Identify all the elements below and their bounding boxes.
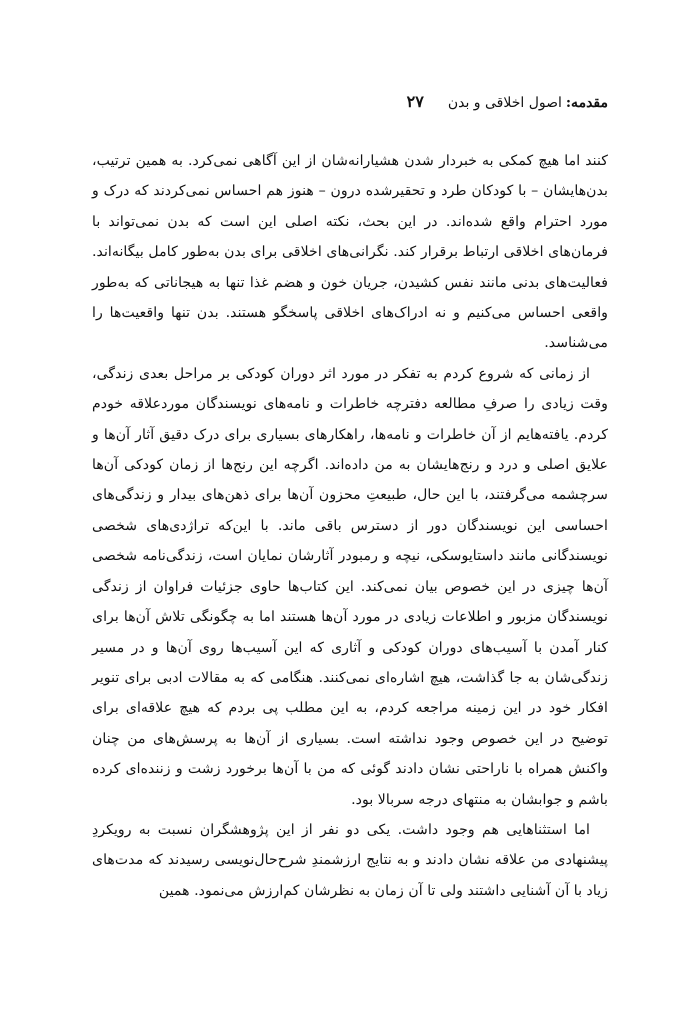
running-header — [92, 92, 608, 116]
body-text — [92, 146, 608, 906]
chapter-title: اصول اخلاقی و بدن — [447, 95, 562, 111]
running-header-title — [448, 95, 608, 111]
paragraph: اما استثناهایی هم وجود داشت. یکی دو نفر از این پژوهشگران نسبت به رویکردِ پیشنهادی من علاقه نشان دادند و به نتایج ارزشمندِ شرح‌حال‌نویسی رسیدند که مدت‌های زیاد با آن آشنایی داشتند ولی تا آن زمان به نظرشان کم‌ارزش می‌نمود. همین — [92, 821, 608, 899]
paragraph: از زمانی که شروع کردم به تفکر در مورد اثر دوران کودکی بر مراحل بعدی زندگی، وقت زیادی را صرفِ مطالعه دفترچه خاطرات و نامه‌های نویسندگان موردعلاقه خودم کردم. یافته‌هایم از آن خاطرات و نامه‌ها، راهکارهای بسیاری برای درک دقیق آثار آن‌ها و علایق اصلی و درد و رنج‌هایشان به من داده‌اند. اگرچه این رنج‌ها از زمان کودکی آن‌ها سرچشمه می‌گرفتند، با این حال، طبیعتِ محزون آن‌ها برای ذهن‌های بیدار و زندگی‌های احساسی این نویسندگان دور از دسترس باقی ماند. با این‌که تراژدی‌های شخصی نویسندگانی مانند داستایوسکی، نیچه و رمبودر آثارشان نمایان است، زندگی‌نامه شخصی آن‌ها چیزی در این خصوص بیان نمی‌کند. این کتاب‌ها حاوی جزئیات فراوان از زندگی نویسندگان مزبور و اطلاعات زیادی در مورد آن‌ها هستند اما به چگونگی تلاش آن‌ها برای کنار آمدن با آسیب‌های دوران کودکی و آثاری که این آسیب‌ها روی آن‌ها و در مسیر زندگی‌شان به جا گذاشت، هیچ اشاره‌ای نمی‌کنند. هنگامی که به مقالات ادبی برای تنویر افکار خود در این زمینه مراجعه کردم، به این مطلب پی بردم که هیچ علاقه‌ای برای توضیح در این خصوص وجود نداشته است. بسیاری از آن‌ها به پرسش‌های من چنان واکنش همراه با ناراحتی نشان دادند گوئی که من با آن‌ها برخورد زشت و زننده‌ای کرده باشم و جوابشان به منتهای درجه سربالا بود. — [92, 365, 608, 808]
page-number: ۲۷ — [406, 92, 424, 111]
chapter-label: مقدمه: — [565, 95, 608, 111]
paragraph: کنند اما هیچ کمکی به خبردار شدن هشیارانه‌شان از این آگاهی نمی‌کرد. به همین ترتیب، بدن‌هایشان – با کودکان طرد و تحقیرشده درون – هنوز هم احساس نمی‌کردند که درک و مورد احترام واقع شده‌اند. در این بحث، نکته اصلی این است که بدن نمی‌تواند با فرمان‌های اخلاقی ارتباط برقرار کند. نگرانی‌های اخلاقی برای بدن به‌طور کامل بیگانه‌اند. فعالیت‌های بدنی مانند نفس کشیدن، جریان خون و هضم غذا تنها به هیجاناتی که به‌طور واقعی احساس می‌کنیم و نه ادراک‌های اخلاقی پاسخگو هستند. بدن تنها واقعیت‌ها را می‌شناسد. — [92, 153, 608, 352]
